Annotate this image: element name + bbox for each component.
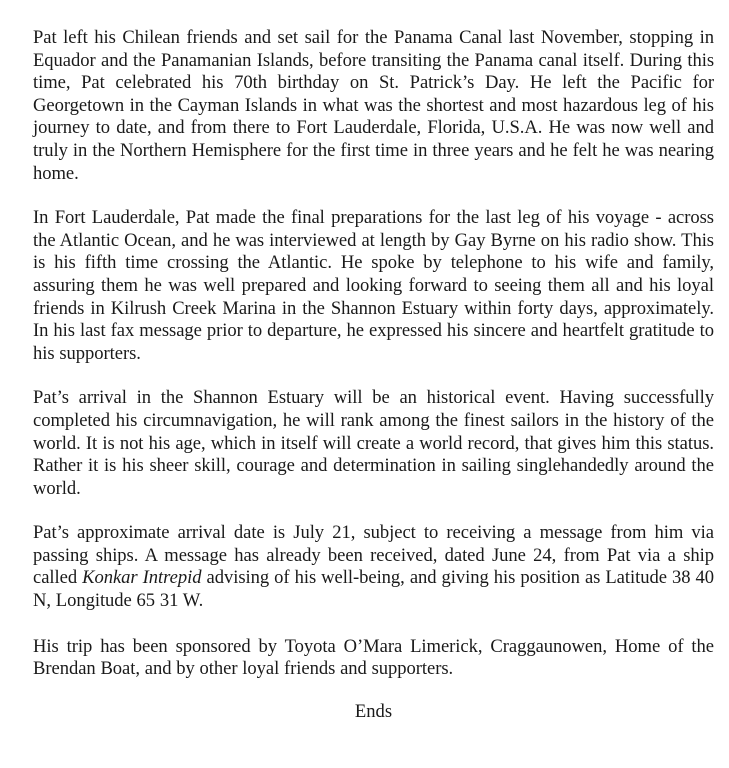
paragraph-sponsors: His trip has been sponsored by Toyota O’Mara Limerick, Craggaunowen, Home of the Brendan Boat, and by other loyal friends and supporters. xyxy=(33,635,714,680)
paragraph-arrival-date-text-1: Pat’s approximate arrival date is July 21, subject to receiving a message from him via passing ships. A message has already been received, dated June 24, from Pat via a ship called xyxy=(33,522,714,589)
paragraph-arrival-significance: Pat’s arrival in the Shannon Estuary will be an historical event. Having successfully completed his circumnavigation, he will rank among the finest sailors in the history of the world. It is not his age, which in itself will create a world record, that gives him this status. Rather it is his sheer skill, courage and determination in sailing singlehandedly around the world. xyxy=(33,387,714,499)
ship-name: Konkar Intrepid xyxy=(82,567,202,589)
paragraph-arrival-date xyxy=(33,522,714,612)
paragraph-fort-lauderdale: In Fort Lauderdale, Pat made the final preparations for the last leg of his voyage - across the Atlantic Ocean, and he was interviewed at length by Gay Byrne on his radio show. This is his fifth time crossing the Atlantic. He spoke by telephone to his wife and family, assuring them he was well prepared and looking forward to seeing them all and his loyal friends in Kilrush Creek Marina in the Shannon Estuary within forty days, approximately. In his last fax message prior to departure, he expressed his sincere and heartfelt gratitude to his supporters. xyxy=(33,207,714,364)
paragraph-arrival-date-text-2: advising of his well-being, and giving his position as Latitude 38 40 N, Longitude 65 31 W. xyxy=(33,567,714,612)
document-page xyxy=(33,27,714,723)
paragraph-voyage-to-florida: Pat left his Chilean friends and set sail for the Panama Canal last November, stopping in Equador and the Panamanian Islands, before transiting the Panama canal itself. During this time, Pat celebrated his 70th birthday on St. Patrick’s Day. He left the Pacific for Georgetown in the Cayman Islands in what was the shortest and most hazardous leg of his journey to date, and from there to Fort Lauderdale, Florida, U.S.A. He was now well and truly in the Northern Hemisphere for the first time in three years and he felt he was nearing home. xyxy=(33,27,714,184)
closing-ends: Ends xyxy=(354,700,393,722)
